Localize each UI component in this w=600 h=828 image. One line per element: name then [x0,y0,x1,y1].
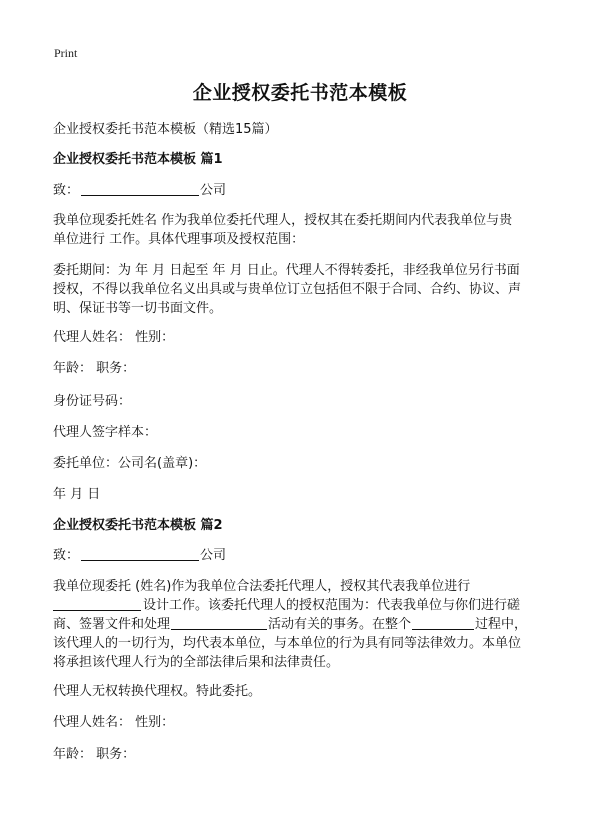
section2-age: 年龄： 职务： [53,747,136,762]
section2-heading: 企业授权委托书范本模板 篇2 [53,518,223,533]
to-suffix: 公司 [200,548,227,563]
section1-heading: 企业授权委托书范本模板 篇1 [53,152,223,167]
section2-to-line [53,546,226,565]
company-blank [81,547,199,561]
section1-date: 年 月 日 [53,487,101,502]
paragraph-text: 商、签署文件和处理 [53,617,171,632]
document-subtitle: 企业授权委托书范本模板（精选15篇） [53,122,278,137]
paragraph-line: 单位进行 工作。具体代理事项及授权范围： [53,232,305,247]
section1-to-line [53,181,226,200]
to-prefix: 致： [53,183,80,198]
process-blank [412,616,474,630]
section1-principal: 委托单位：公司名(盖章)： [53,456,207,471]
paragraph-line: 我单位现委托姓名 作为我单位委托代理人，授权其在委托期间内代表我单位与贵 [53,213,513,228]
paragraph-line: 委托期间：为 年 月 日起至 年 月 日止。代理人不得转委托，非经我单位另行书面 [53,263,520,278]
section2-no-transfer: 代理人无权转换代理权。特此委托。 [53,684,262,699]
section1-age: 年龄： 职务： [53,361,136,376]
section2-paragraph1 [53,577,553,672]
print-link[interactable]: Print [54,46,78,60]
section1-id-number: 身份证号码： [53,394,132,409]
paragraph-line [53,615,553,634]
paragraph-text: 设计工作。该委托代理人的授权范围为：代表我单位与你们进行磋 [143,598,521,613]
paragraph-line: 授权，不得以我单位名义出具或与贵单位订立包括但不限于合同、合约、协议、声 [53,282,522,297]
section2-agent-name: 代理人姓名： 性别： [53,715,175,730]
to-suffix: 公司 [200,183,227,198]
paragraph-line: 我单位现委托 (姓名)作为我单位合法委托代理人，授权其代表我单位进行 [53,579,471,594]
section1-paragraph1 [53,211,553,249]
paragraph-line [53,596,553,615]
company-blank [81,182,199,196]
activity-blank [171,616,267,630]
paragraph-line: 该代理人的一切行为，均代表本单位，与本单位的行为具有同等法律效力。本单位 [53,636,522,651]
paragraph-line: 将承担该代理人行为的全部法律后果和法律责任。 [53,655,340,670]
paragraph-line: 明、保证书等一切书面文件。 [53,301,223,316]
to-prefix: 致： [53,548,80,563]
page-title: 企业授权委托书范本模板 [192,82,408,104]
paragraph-text: 活动有关的事务。在整个 [268,617,412,632]
section1-agent-name: 代理人姓名： 性别： [53,330,175,345]
design-blank [53,597,141,611]
paragraph-text: 过程中， [475,617,528,632]
section1-paragraph2 [53,261,553,318]
section1-signature: 代理人签字样本： [53,425,158,440]
